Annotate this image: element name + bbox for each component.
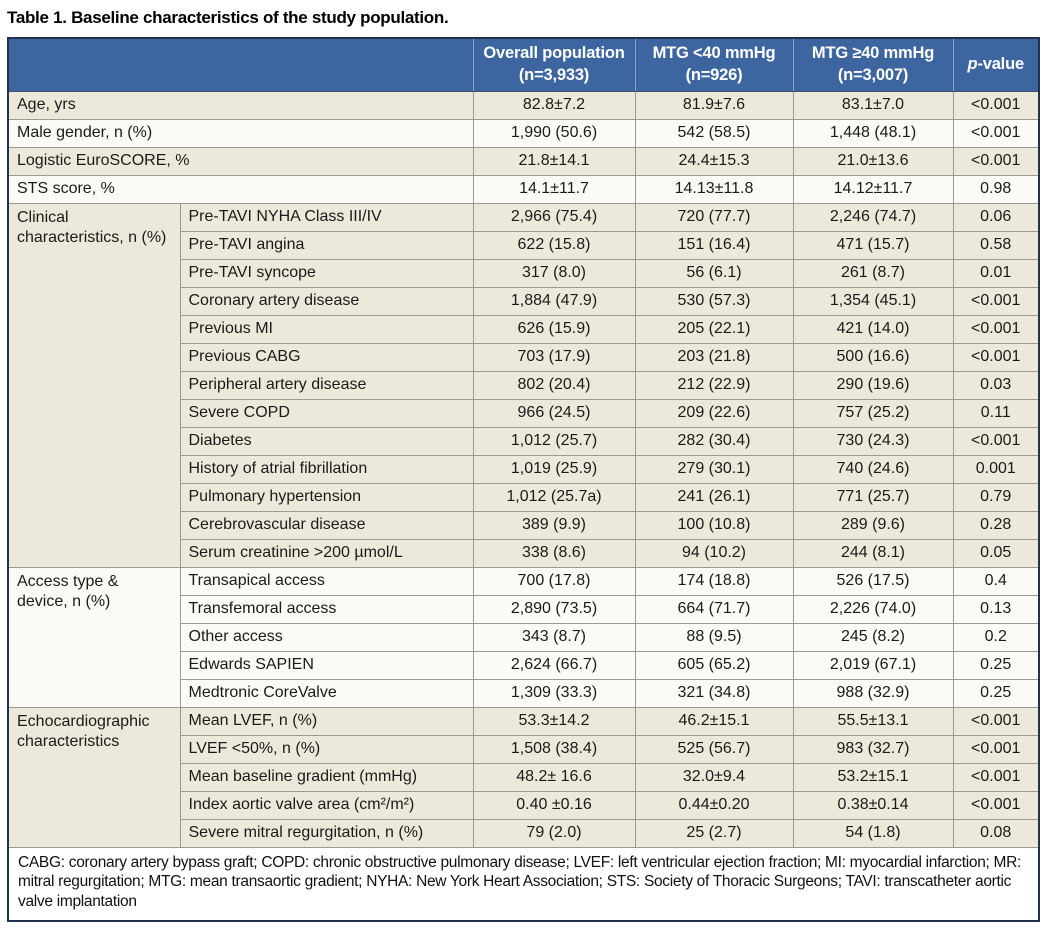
- table-row: [8, 119, 1039, 147]
- table-footnote: CABG: coronary artery bypass graft; COPD: chronic obstructive pulmonary disease; LVEF: left ventricular ejection fraction; MI: myocardial infarction; MR: mitral regurgitation; MTG: mean transaortic gradient; NYHA: New York Heart Association; STS: Society of Thoracic Surgeons; TAVI: transcatheter aortic valve implantation: [8, 847, 1039, 921]
- value-cell: 757 (25.2): [793, 399, 953, 427]
- row-label-cell: Severe COPD: [180, 399, 473, 427]
- p-value-cell: 0.11: [953, 399, 1039, 427]
- p-value-cell: 0.001: [953, 455, 1039, 483]
- p-value-cell: 0.58: [953, 231, 1039, 259]
- value-cell: 14.1±11.7: [473, 175, 635, 203]
- row-label-cell: Coronary artery disease: [180, 287, 473, 315]
- row-label-cell: Previous CABG: [180, 343, 473, 371]
- value-cell: 966 (24.5): [473, 399, 635, 427]
- p-value-cell: <0.001: [953, 147, 1039, 175]
- value-cell: 2,226 (74.0): [793, 595, 953, 623]
- row-label-cell: Pre-TAVI syncope: [180, 259, 473, 287]
- group-label-cell: Echocardiographic characteristics: [8, 707, 180, 847]
- value-cell: 0.40 ±0.16: [473, 791, 635, 819]
- value-cell: 530 (57.3): [635, 287, 793, 315]
- row-label-cell: LVEF <50%, n (%): [180, 735, 473, 763]
- value-cell: 2,246 (74.7): [793, 203, 953, 231]
- value-cell: 14.13±11.8: [635, 175, 793, 203]
- value-cell: 1,354 (45.1): [793, 287, 953, 315]
- value-cell: 0.38±0.14: [793, 791, 953, 819]
- value-cell: 241 (26.1): [635, 483, 793, 511]
- value-cell: 1,012 (25.7): [473, 427, 635, 455]
- row-label-cell: Cerebrovascular disease: [180, 511, 473, 539]
- value-cell: 32.0±9.4: [635, 763, 793, 791]
- value-cell: 2,019 (67.1): [793, 651, 953, 679]
- value-cell: 83.1±7.0: [793, 91, 953, 119]
- p-value-cell: <0.001: [953, 707, 1039, 735]
- footnote-row: [8, 847, 1039, 921]
- row-label-cell: Logistic EuroSCORE, %: [8, 147, 473, 175]
- value-cell: 209 (22.6): [635, 399, 793, 427]
- value-cell: 605 (65.2): [635, 651, 793, 679]
- row-label-cell: Pre-TAVI angina: [180, 231, 473, 259]
- p-value-cell: <0.001: [953, 343, 1039, 371]
- header-empty-cell: [8, 38, 473, 91]
- column-header-2: [793, 38, 953, 91]
- value-cell: 1,309 (33.3): [473, 679, 635, 707]
- value-cell: 21.0±13.6: [793, 147, 953, 175]
- column-header-0: [473, 38, 635, 91]
- header-row: [8, 38, 1039, 91]
- value-cell: 244 (8.1): [793, 539, 953, 567]
- value-cell: 245 (8.2): [793, 623, 953, 651]
- value-cell: 21.8±14.1: [473, 147, 635, 175]
- baseline-characteristics-table: [7, 37, 1040, 922]
- p-value-cell: 0.2: [953, 623, 1039, 651]
- row-label-cell: Pulmonary hypertension: [180, 483, 473, 511]
- value-cell: 700 (17.8): [473, 567, 635, 595]
- row-label-cell: Peripheral artery disease: [180, 371, 473, 399]
- p-value-cell: 0.79: [953, 483, 1039, 511]
- row-label-cell: Transapical access: [180, 567, 473, 595]
- row-label-cell: Age, yrs: [8, 91, 473, 119]
- value-cell: 321 (34.8): [635, 679, 793, 707]
- value-cell: 471 (15.7): [793, 231, 953, 259]
- column-header-1: [635, 38, 793, 91]
- p-value-cell: 0.05: [953, 539, 1039, 567]
- table-row: [8, 707, 1039, 735]
- value-cell: 79 (2.0): [473, 819, 635, 847]
- p-value-cell: <0.001: [953, 287, 1039, 315]
- row-label-cell: Diabetes: [180, 427, 473, 455]
- value-cell: 740 (24.6): [793, 455, 953, 483]
- row-label-cell: Previous MI: [180, 315, 473, 343]
- p-value-cell: 0.98: [953, 175, 1039, 203]
- value-cell: 53.2±15.1: [793, 763, 953, 791]
- value-cell: 1,990 (50.6): [473, 119, 635, 147]
- value-cell: 771 (25.7): [793, 483, 953, 511]
- p-value-cell: <0.001: [953, 119, 1039, 147]
- table-header: [8, 38, 1039, 91]
- value-cell: 1,448 (48.1): [793, 119, 953, 147]
- row-label-cell: Edwards SAPIEN: [180, 651, 473, 679]
- row-label-cell: Serum creatinine >200 µmol/L: [180, 539, 473, 567]
- column-header-line1: Overall population: [483, 44, 625, 63]
- value-cell: 94 (10.2): [635, 539, 793, 567]
- value-cell: 290 (19.6): [793, 371, 953, 399]
- column-header-line2: (n=3,007): [837, 65, 909, 84]
- p-value-cell: 0.28: [953, 511, 1039, 539]
- value-cell: 46.2±15.1: [635, 707, 793, 735]
- p-value-cell: 0.13: [953, 595, 1039, 623]
- row-label-cell: Index aortic valve area (cm²/m²): [180, 791, 473, 819]
- value-cell: 279 (30.1): [635, 455, 793, 483]
- value-cell: 317 (8.0): [473, 259, 635, 287]
- value-cell: 1,012 (25.7a): [473, 483, 635, 511]
- value-cell: 526 (17.5): [793, 567, 953, 595]
- row-label-cell: Pre-TAVI NYHA Class III/IV: [180, 203, 473, 231]
- value-cell: 343 (8.7): [473, 623, 635, 651]
- value-cell: 88 (9.5): [635, 623, 793, 651]
- value-cell: 720 (77.7): [635, 203, 793, 231]
- table-row: [8, 567, 1039, 595]
- column-header-line1: MTG <40 mmHg: [652, 44, 776, 63]
- value-cell: 525 (56.7): [635, 735, 793, 763]
- row-label-cell: Male gender, n (%): [8, 119, 473, 147]
- p-value-cell: 0.03: [953, 371, 1039, 399]
- value-cell: 55.5±13.1: [793, 707, 953, 735]
- table-body: [8, 91, 1039, 847]
- p-value-cell: 0.06: [953, 203, 1039, 231]
- p-value-cell: <0.001: [953, 315, 1039, 343]
- value-cell: 100 (10.8): [635, 511, 793, 539]
- value-cell: 2,624 (66.7): [473, 651, 635, 679]
- column-header-p-value: p-value: [953, 38, 1039, 91]
- p-value-cell: 0.4: [953, 567, 1039, 595]
- table-row: [8, 91, 1039, 119]
- row-label-cell: History of atrial fibrillation: [180, 455, 473, 483]
- value-cell: 261 (8.7): [793, 259, 953, 287]
- p-value-cell: <0.001: [953, 791, 1039, 819]
- row-label-cell: Severe mitral regurgitation, n (%): [180, 819, 473, 847]
- value-cell: 289 (9.6): [793, 511, 953, 539]
- value-cell: 983 (32.7): [793, 735, 953, 763]
- value-cell: 1,884 (47.9): [473, 287, 635, 315]
- group-label-cell: Access type & device, n (%): [8, 567, 180, 707]
- value-cell: 48.2± 16.6: [473, 763, 635, 791]
- column-header-line1: MTG ≥40 mmHg: [811, 44, 935, 63]
- value-cell: 622 (15.8): [473, 231, 635, 259]
- row-label-cell: Mean LVEF, n (%): [180, 707, 473, 735]
- value-cell: 14.12±11.7: [793, 175, 953, 203]
- value-cell: 0.44±0.20: [635, 791, 793, 819]
- table-row: [8, 203, 1039, 231]
- p-value-cell: 0.25: [953, 679, 1039, 707]
- value-cell: 212 (22.9): [635, 371, 793, 399]
- value-cell: 1,019 (25.9): [473, 455, 635, 483]
- p-value-cell: <0.001: [953, 735, 1039, 763]
- value-cell: 282 (30.4): [635, 427, 793, 455]
- group-label-cell: Clinical characteristics, n (%): [8, 203, 180, 567]
- value-cell: 24.4±15.3: [635, 147, 793, 175]
- p-value-cell: 0.08: [953, 819, 1039, 847]
- value-cell: 802 (20.4): [473, 371, 635, 399]
- value-cell: 82.8±7.2: [473, 91, 635, 119]
- p-value-cell: 0.25: [953, 651, 1039, 679]
- value-cell: 25 (2.7): [635, 819, 793, 847]
- value-cell: 56 (6.1): [635, 259, 793, 287]
- row-label-cell: Mean baseline gradient (mmHg): [180, 763, 473, 791]
- p-value-cell: <0.001: [953, 427, 1039, 455]
- value-cell: 205 (22.1): [635, 315, 793, 343]
- value-cell: 81.9±7.6: [635, 91, 793, 119]
- column-header-line2: (n=926): [685, 65, 743, 84]
- value-cell: 664 (71.7): [635, 595, 793, 623]
- value-cell: 730 (24.3): [793, 427, 953, 455]
- p-value-cell: 0.01: [953, 259, 1039, 287]
- row-label-cell: Medtronic CoreValve: [180, 679, 473, 707]
- value-cell: 53.3±14.2: [473, 707, 635, 735]
- value-cell: 500 (16.6): [793, 343, 953, 371]
- table-row: [8, 147, 1039, 175]
- value-cell: 1,508 (38.4): [473, 735, 635, 763]
- value-cell: 703 (17.9): [473, 343, 635, 371]
- p-value-cell: <0.001: [953, 91, 1039, 119]
- p-value-cell: <0.001: [953, 763, 1039, 791]
- table-title: Table 1. Baseline characteristics of the study population.: [7, 8, 449, 27]
- row-label-cell: STS score, %: [8, 175, 473, 203]
- value-cell: 421 (14.0): [793, 315, 953, 343]
- table-row: [8, 175, 1039, 203]
- column-header-line2: (n=3,933): [518, 65, 590, 84]
- row-label-cell: Transfemoral access: [180, 595, 473, 623]
- value-cell: 2,890 (73.5): [473, 595, 635, 623]
- value-cell: 542 (58.5): [635, 119, 793, 147]
- row-label-cell: Other access: [180, 623, 473, 651]
- value-cell: 54 (1.8): [793, 819, 953, 847]
- value-cell: 203 (21.8): [635, 343, 793, 371]
- value-cell: 174 (18.8): [635, 567, 793, 595]
- value-cell: 389 (9.9): [473, 511, 635, 539]
- value-cell: 151 (16.4): [635, 231, 793, 259]
- value-cell: 2,966 (75.4): [473, 203, 635, 231]
- value-cell: 338 (8.6): [473, 539, 635, 567]
- value-cell: 988 (32.9): [793, 679, 953, 707]
- value-cell: 626 (15.9): [473, 315, 635, 343]
